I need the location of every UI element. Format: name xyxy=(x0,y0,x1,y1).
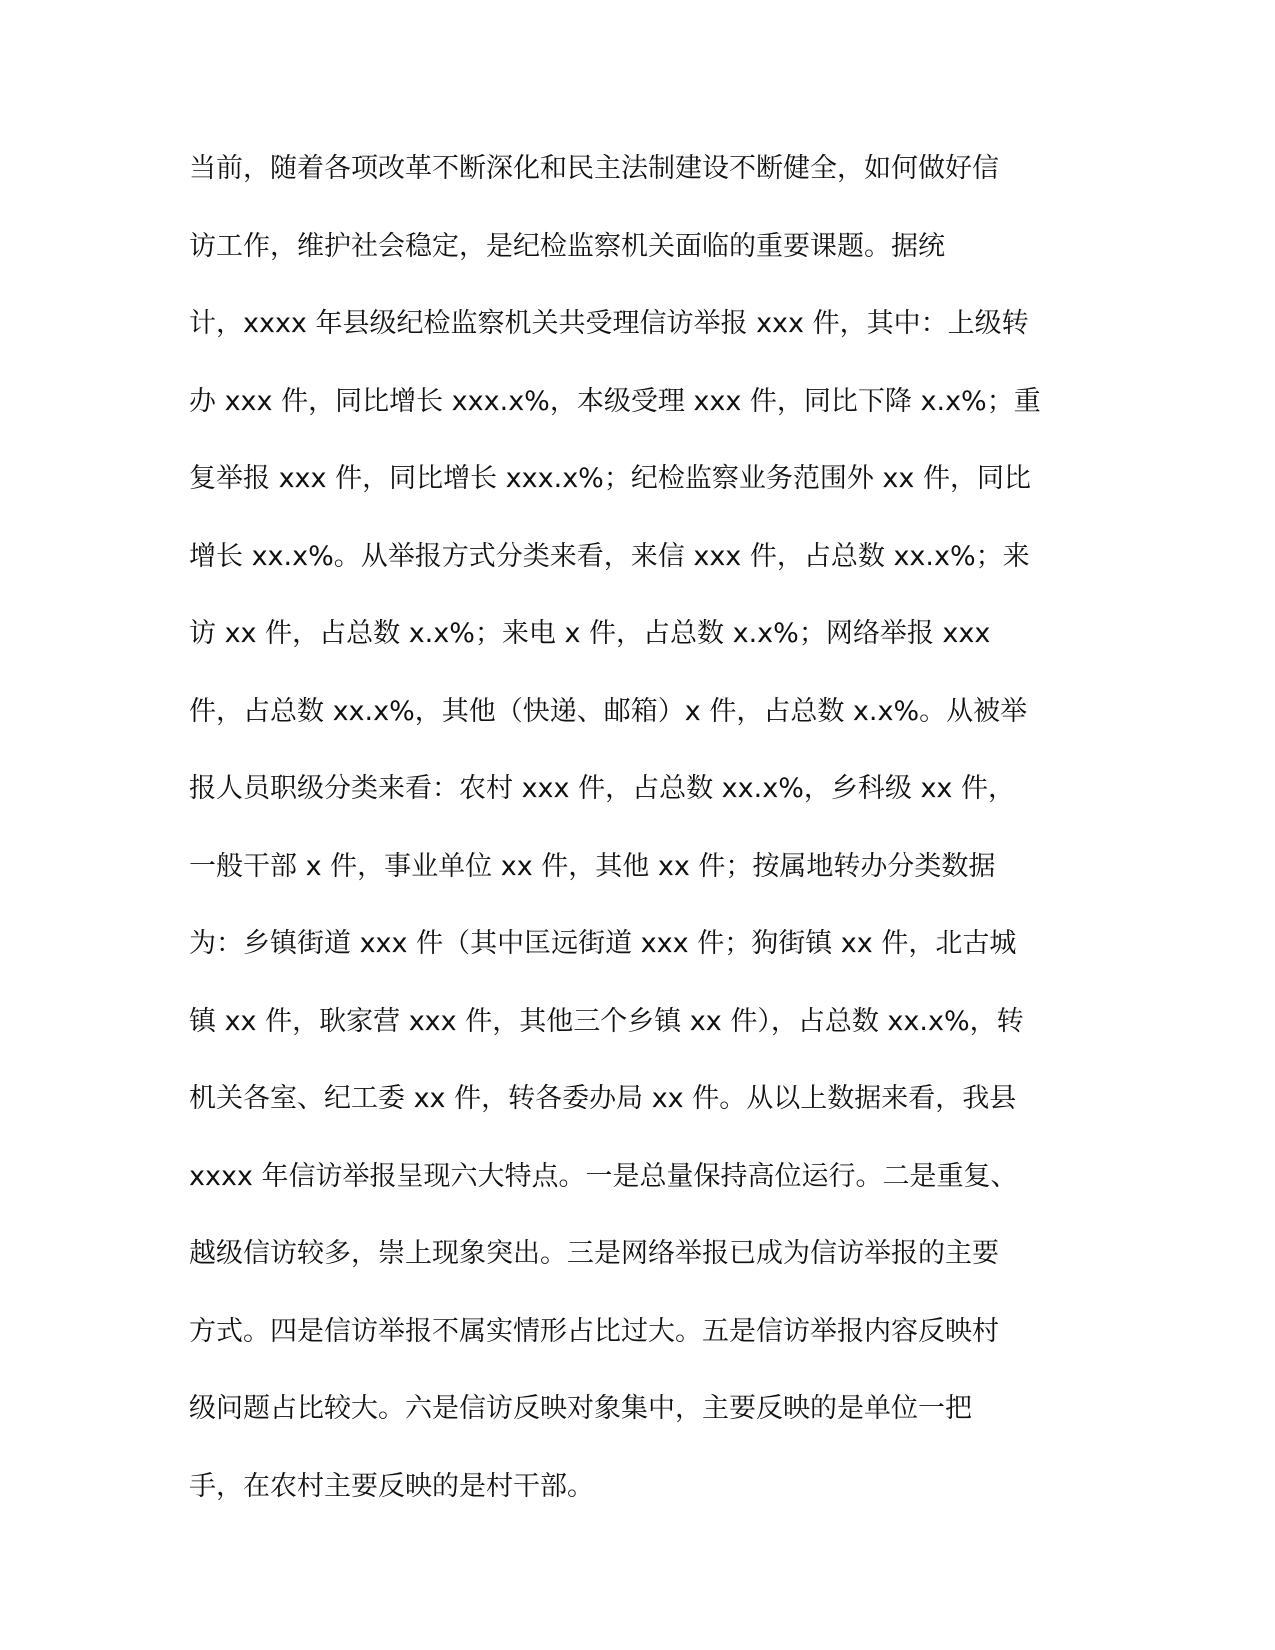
paragraph-line-18: 手，在农村主要反映的是村干部。 xyxy=(189,1470,594,1502)
body-paragraph xyxy=(189,141,1089,1536)
paragraph-line-15: 越级信访较多，崇上现象突出。三是网络举报已成为信访举报的主要 xyxy=(189,1238,999,1269)
paragraph-line-4: 办 xxx 件，同比增长 xxx.x%，本级受理 xxx 件，同比下降 x.x%；重 xyxy=(189,385,1041,417)
paragraph-line-7: 访 xx 件，占总数 x.x%；来电 x 件，占总数 x.x%；网络举报 xxx xyxy=(189,618,991,649)
paragraph-line-17: 级问题占比较大。六是信访反映对象集中，主要反映的是单位一把 xyxy=(189,1393,972,1424)
paragraph-line-11: 为：乡镇街道 xxx 件（其中匡远街道 xxx 件；狗街镇 xx 件，北古城 xyxy=(189,928,1017,959)
paragraph-line-10: 一般干部 x 件，事业单位 xx 件，其他 xx 件；按属地转办分类数据 xyxy=(189,850,996,882)
paragraph-line-3: 计，xxxx 年县级纪检监察机关共受理信访举报 xxx 件，其中：上级转 xyxy=(189,308,1029,339)
paragraph-line-14: xxxx 年信访举报呈现六大特点。一是总量保持高位运行。二是重复、 xyxy=(189,1160,1018,1192)
paragraph-line-16: 方式。四是信访举报不属实情形占比过大。五是信访举报内容反映村 xyxy=(189,1315,999,1347)
paragraph-line-12: 镇 xx 件，耿家营 xxx 件，其他三个乡镇 xx 件），占总数 xx.x%，转 xyxy=(189,1005,1024,1037)
paragraph-line-2: 访工作，维护社会稳定，是纪检监察机关面临的重要课题。据统 xyxy=(189,230,945,262)
paragraph-line-8: 件，占总数 xx.x%，其他（快递、邮箱）x 件，占总数 x.x%。从被举 xyxy=(189,695,1028,727)
paragraph-line-6: 增长 xx.x%。从举报方式分类来看，来信 xxx 件，占总数 xx.x%；来 xyxy=(189,540,1030,572)
paragraph-line-13: 机关各室、纪工委 xx 件，转各委办局 xx 件。从以上数据来看，我县 xyxy=(189,1083,1017,1114)
paragraph-line-5: 复举报 xxx 件，同比增长 xxx.x%；纪检监察业务范围外 xx 件，同比 xyxy=(189,463,1031,494)
paragraph-line-9: 报人员职级分类来看：农村 xxx 件，占总数 xx.x%，乡科级 xx 件， xyxy=(189,773,1015,804)
paragraph-line-1: 当前，随着各项改革不断深化和民主法制建设不断健全，如何做好信 xyxy=(189,153,999,184)
